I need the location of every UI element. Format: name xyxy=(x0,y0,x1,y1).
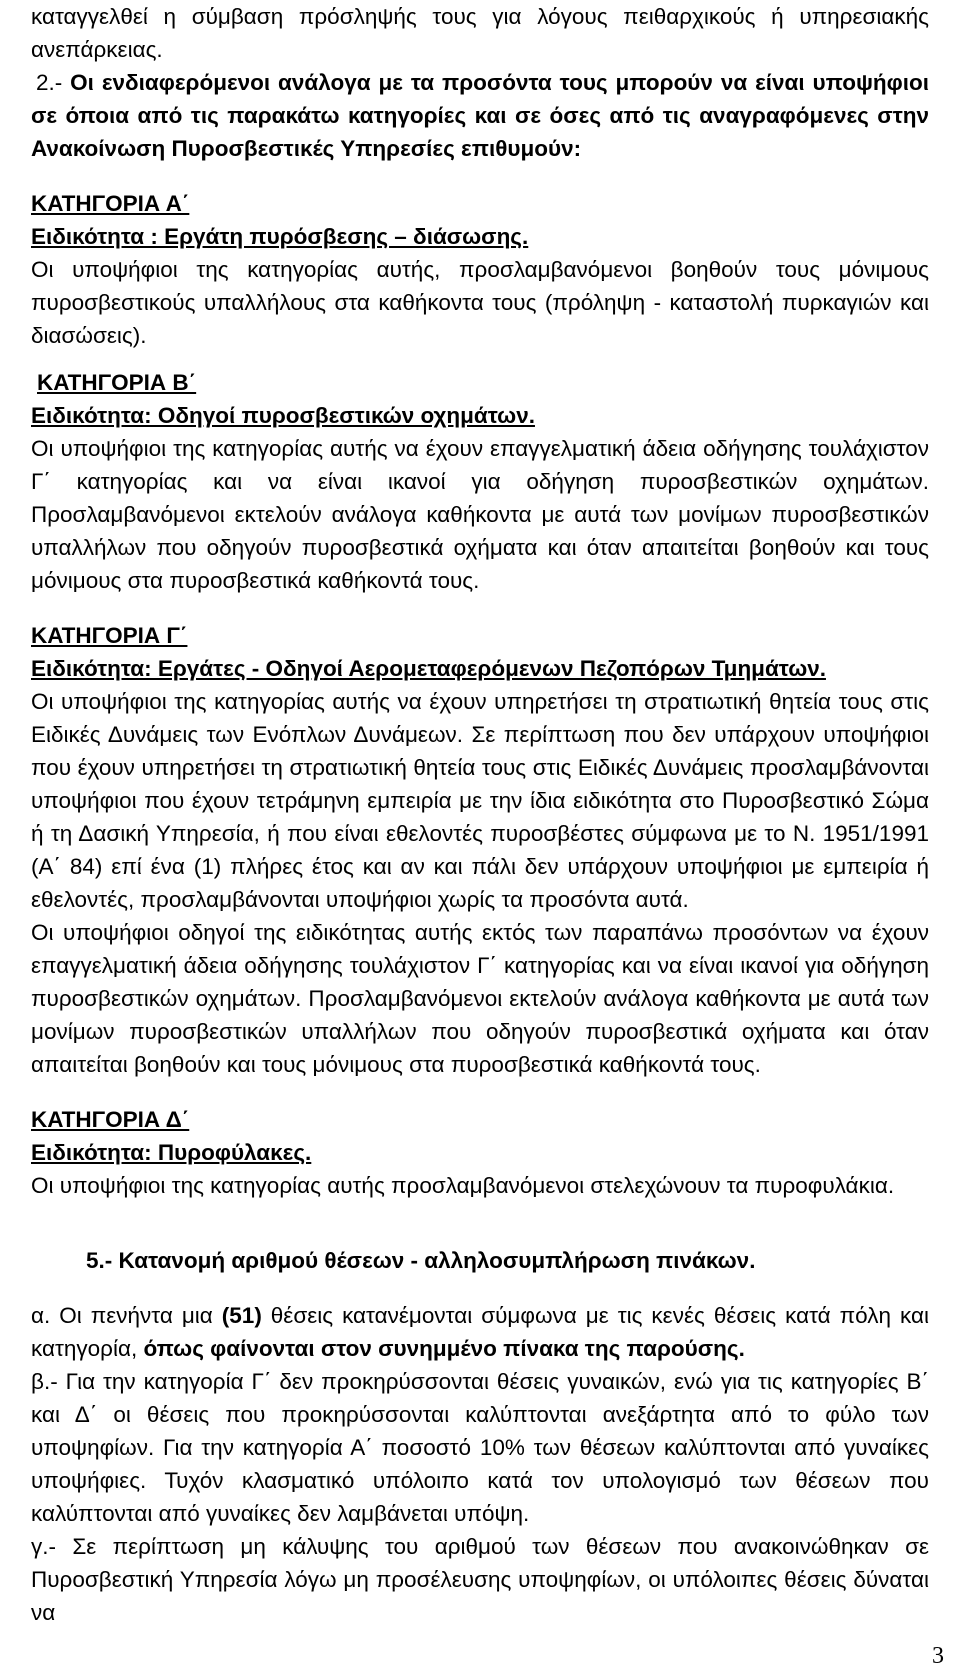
category-b-specialty: Ειδικότητα: Οδηγοί πυροσβεστικών οχημάτων. xyxy=(31,403,535,428)
category-d-specialty: Ειδικότητα: Πυροφύλακες. xyxy=(31,1140,312,1165)
section-5-point-a xyxy=(31,1299,929,1365)
category-b-title: ΚΑΤΗΓΟΡΙΑ Β΄ xyxy=(37,370,197,395)
category-d-title: ΚΑΤΗΓΟΡΙΑ Δ΄ xyxy=(31,1107,190,1132)
category-b-body: Οι υποψήφιοι της κατηγορίας αυτής να έχουν επαγγελματική άδεια οδήγησης τουλάχιστον Γ΄ κατηγορίας και να είναι ικανοί για οδήγηση πυροσβεστικών οχημάτων. Προσλαμβανόμενοι εκτελούν ανάλογα καθήκοντα με αυτά των μονίμων πυροσβεστικών υπαλλήλων που οδηγούν πυροσβεστικά οχήματα και όταν απαιτείται βοηθούν και τους μόνιμους στα πυροσβεστικά καθήκοντά τους. xyxy=(31,436,929,593)
section-5-point-c: γ.- Σε περίπτωση μη κάλυψης του αριθμού των θέσεων που ανακοινώθηκαν σε Πυροσβεστική Υπηρεσία λόγω μη προσέλευσης υποψηφίων, οι υπόλοιπες θέσεις δύναται να xyxy=(31,1534,929,1625)
section-5-point-b: β.- Για την κατηγορία Γ΄ δεν προκηρύσσονται θέσεις γυναικών, ενώ για τις κατηγορίες Β΄ και Δ΄ οι θέσεις που προκηρύσσονται καλύπτονται ανεξάρτητα από το φύλο των υποψηφίων. Για την κατηγορία Α΄ ποσοστό 10% των θέσεων καλύπτονται από γυναίκες υποψήφιες. Τυχόν κλασματικό υπόλοιπο κατά τον υπολογισμό των θέσεων που καλύπτονται από γυναίκες δεν λαμβάνεται υπόψη. xyxy=(31,1369,929,1526)
category-c-section xyxy=(31,619,929,1081)
section-5-heading: 5.- Κατανομή αριθμού θέσεων - αλληλοσυμπλήρωση πινάκων. xyxy=(86,1248,756,1273)
point-a-bold: όπως φαίνονται στον συνημμένο πίνακα της παρούσης. xyxy=(143,1336,745,1361)
category-a-body: Οι υποψήφιοι της κατηγορίας αυτής, προσλαμβανόμενοι βοηθούν τους μόνιμους πυροσβεστικούς υπαλλήλους στα καθήκοντα τους (πρόληψη - καταστολή πυρκαγιών και διασώσεις). xyxy=(31,257,929,348)
page-number: 3 xyxy=(932,1643,944,1669)
intro-paragraph: καταγγελθεί η σύμβαση πρόσληψής τους για λόγους πειθαρχικούς ή υπηρεσιακής ανεπάρκειας. xyxy=(31,4,929,62)
section-5 xyxy=(31,1244,929,1629)
category-c-specialty: Ειδικότητα: Εργάτες - Οδηγοί Αερομεταφερόμενων Πεζοπόρων Τμημάτων. xyxy=(31,656,826,681)
category-a-section xyxy=(31,187,929,352)
point-2-paragraph xyxy=(31,66,929,165)
point-2-text: Οι ενδιαφερόμενοι ανάλογα με τα προσόντα τους μπορούν να είναι υποψήφιοι σε όποια από τις παρακάτω κατηγορίες και σε όσες από τις αναγραφόμενες στην Ανακοίνωση Πυροσβεστικές Υπηρεσίες επιθυμούν: xyxy=(31,70,929,161)
category-c-body-1: Οι υποψήφιοι της κατηγορίας αυτής να έχουν υπηρετήσει τη στρατιωτική θητεία τους στις Ειδικές Δυνάμεις των Ενόπλων Δυνάμεων. Σε περίπτωση που δεν υπάρχουν υποψήφιοι που έχουν υπηρετήσει τη στρατιωτική θητεία τους στις Ειδικές Δυνάμεις προσλαμβάνονται υποψήφιοι που έχουν τετράμηνη εμπειρία με την ίδια ειδικότητα στο Πυροσβεστικό Σώμα ή τη Δασική Υπηρεσία, ή που είναι εθελοντές πυροσβέστες σύμφωνα με το Ν. 1951/1991 (Α΄ 84) επί ένα (1) πλήρες έτος και αν και πάλι δεν υπάρχουν υποψήφιοι με εμπειρία ή εθελοντές, προσλαμβάνονται υποψήφιοι χωρίς τα προσόντα αυτά. xyxy=(31,689,929,912)
point-2-prefix: 2.- xyxy=(36,70,71,95)
category-a-specialty: Ειδικότητα : Εργάτη πυρόσβεσης – διάσωσης. xyxy=(31,224,529,249)
category-a-title: ΚΑΤΗΓΟΡΙΑ Α΄ xyxy=(31,191,190,216)
point-a-mid: θέσεις κατανέμονται σύμφωνα με τις κενές θέσεις κατά πόλη και κατηγορία, xyxy=(31,1303,929,1361)
document-page xyxy=(31,0,929,1629)
point-a-pre: α. Οι πενήντα μια xyxy=(31,1303,222,1328)
point-a-number: (51) xyxy=(221,1303,262,1328)
category-d-section xyxy=(31,1103,929,1202)
category-b-section xyxy=(31,366,929,597)
category-d-body: Οι υποψήφιοι της κατηγορίας αυτής προσλαμβανόμενοι στελεχώνουν τα πυροφυλάκια. xyxy=(31,1173,895,1198)
category-c-body-2: Οι υποψήφιοι οδηγοί της ειδικότητας αυτής εκτός των παραπάνω προσόντων να έχουν επαγγελματική άδεια οδήγησης τουλάχιστον Γ΄ κατηγορίας και να είναι ικανοί για οδήγηση πυροσβεστικών οχημάτων. Προσλαμβανόμενοι εκτελούν ανάλογα καθήκοντα με αυτά των μονίμων πυροσβεστικών υπαλλήλων που οδηγούν πυροσβεστικά οχήματα και όταν απαιτείται βοηθούν και τους μόνιμους στα πυροσβεστικά καθήκοντά τους. xyxy=(31,920,929,1077)
category-c-title: ΚΑΤΗΓΟΡΙΑ Γ΄ xyxy=(31,623,188,648)
